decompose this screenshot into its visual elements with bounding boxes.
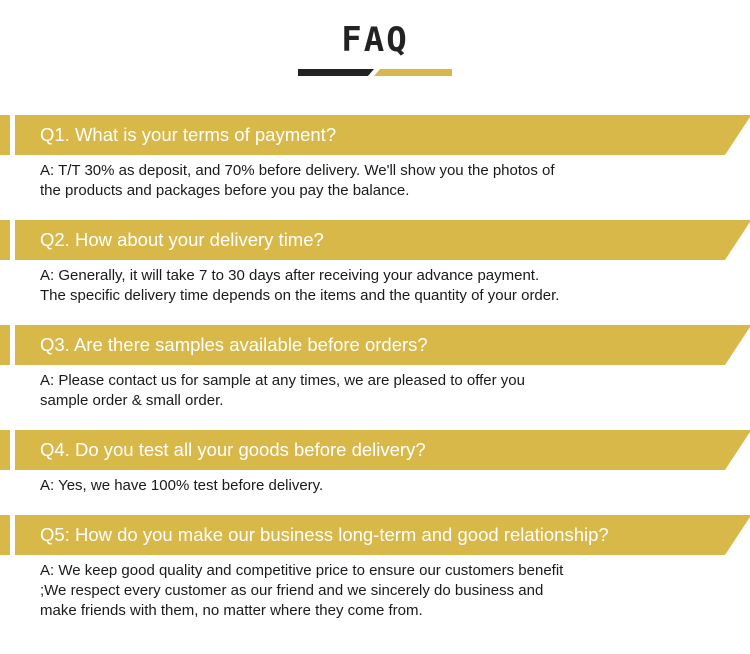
answer-line: A: Yes, we have 100% test before delivery. [40, 477, 324, 494]
answer-line: make friends with them, no matter where they come from. [40, 602, 423, 619]
answer-text [40, 371, 640, 411]
question-banner [0, 515, 750, 555]
question-banner [0, 115, 750, 155]
answer-text [40, 161, 640, 201]
question-text: Q5: How do you make our business long-term and good relationship? [40, 524, 609, 545]
answer-line: the products and packages before you pay the balance. [40, 182, 410, 199]
answer-line: A: Generally, it will take 7 to 30 days after receiving your advance payment. [40, 267, 540, 284]
answer-line: A: We keep good quality and competitive price to ensure our customers benefit [40, 562, 564, 579]
question-banner [0, 220, 750, 260]
title-underline [298, 69, 452, 76]
answer-text [40, 476, 640, 496]
answer-line: A: T/T 30% as deposit, and 70% before delivery. We'll show you the photos of [40, 162, 555, 179]
answer-line: The specific delivery time depends on the items and the quantity of your order. [40, 287, 560, 304]
question-banner [0, 430, 750, 470]
answer-text [40, 266, 640, 306]
question-text: Q4. Do you test all your goods before delivery? [40, 439, 426, 460]
page-title: FAQ [341, 20, 409, 60]
answer-line: A: Please contact us for sample at any times, we are pleased to offer you [40, 372, 525, 389]
question-banner [0, 325, 750, 365]
question-text: Q3. Are there samples available before orders? [40, 334, 428, 355]
answer-text [40, 561, 640, 621]
answer-line: ;We respect every customer as our friend and we sincerely do business and [40, 582, 544, 599]
question-text: Q1. What is your terms of payment? [40, 124, 337, 145]
answer-line: sample order & small order. [40, 392, 224, 409]
question-text: Q2. How about your delivery time? [40, 229, 324, 250]
